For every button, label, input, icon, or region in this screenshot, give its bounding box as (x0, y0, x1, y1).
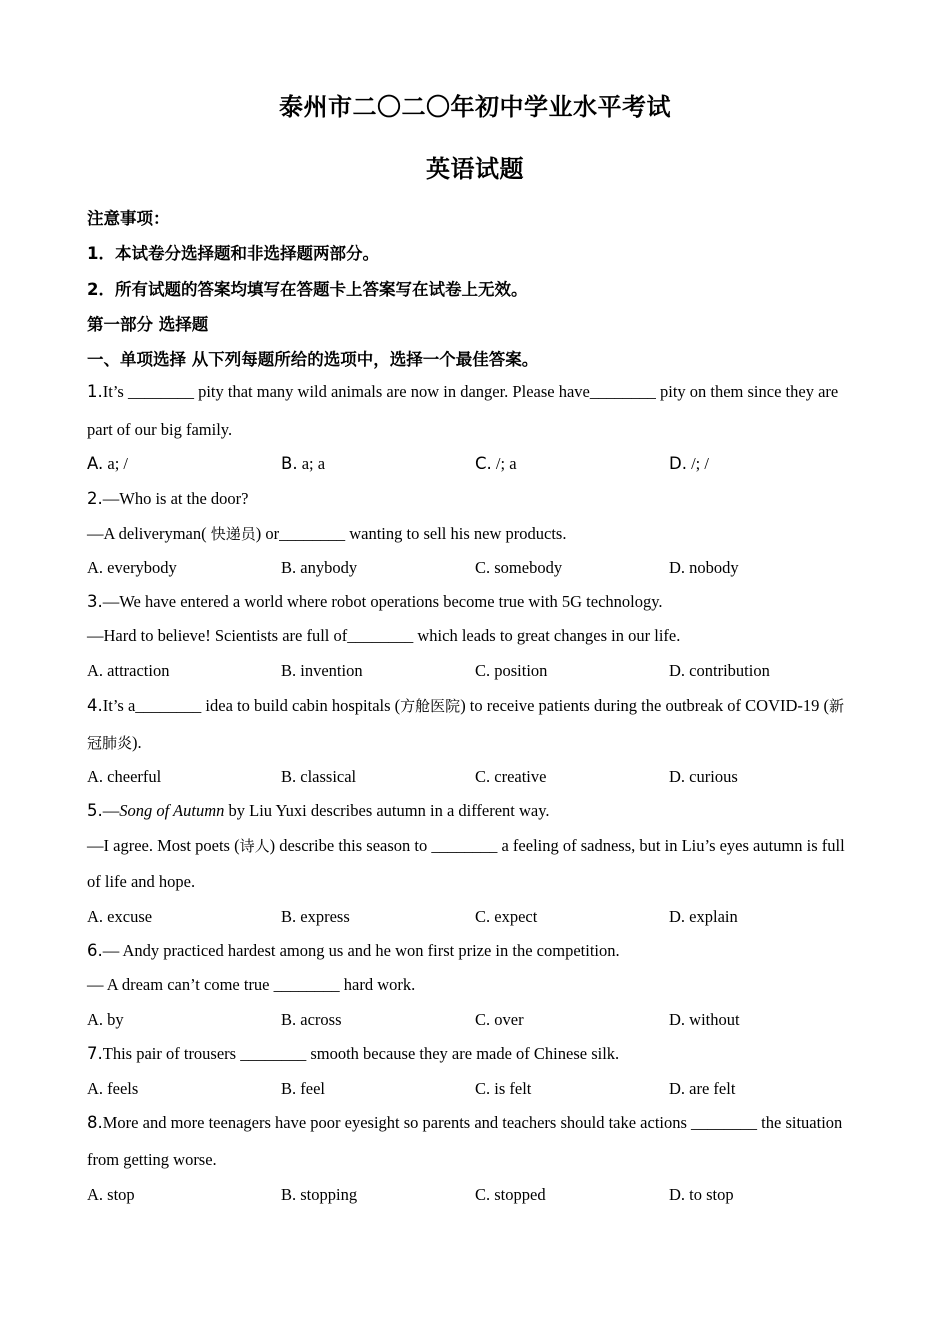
question-5-cont: —I agree. Most poets (诗人) describe this season to ________ a feeling of sadness, but in Liu’s eyes autumn is full (87, 836, 845, 855)
question-number: 5. (87, 801, 103, 820)
option-b: B. anybody (281, 558, 358, 577)
option-b: B. invention (281, 661, 363, 680)
option-a: A. attraction (87, 661, 170, 680)
option-b: B. a; a (281, 454, 326, 473)
question-text: —We have entered a world where robot operations become true with 5G technology. (102, 592, 663, 611)
option-c: C. somebody (475, 558, 563, 577)
question-2-cont: —A deliveryman( 快递员) or________ wanting to sell his new products. (87, 524, 567, 543)
option-a: A. by (87, 1010, 124, 1029)
notes-heading: 注意事项： (87, 209, 170, 228)
option-d: D. contribution (669, 661, 770, 680)
question-text: —Who is at the door? (102, 489, 249, 508)
part1-heading: 第一部分 选择题 (87, 315, 209, 334)
question-6 (87, 941, 867, 961)
question-4-options (87, 767, 867, 789)
option-d: D. without (669, 1010, 740, 1029)
question-5-cont2: of life and hope. (87, 872, 196, 891)
question-text: — Andy practiced hardest among us and he won first prize in the competition. (102, 941, 620, 960)
option-c: C. is felt (475, 1079, 532, 1098)
question-number: 4. (87, 696, 103, 715)
option-b: B. feel (281, 1079, 325, 1098)
question-text: This pair of trousers ________ smooth because they are made of Chinese silk. (102, 1044, 620, 1063)
option-c: C. position (475, 661, 548, 680)
question-1-cont: part of our big family. (87, 420, 233, 439)
option-d: D. to stop (669, 1185, 734, 1204)
question-3 (87, 592, 867, 612)
question-number: 2. (87, 489, 103, 508)
option-b: B. across (281, 1010, 342, 1029)
question-7 (87, 1044, 867, 1064)
option-c: C. stopped (475, 1185, 546, 1204)
note-1: 1．本试卷分选择题和非选择题两部分。 (87, 244, 379, 263)
question-2 (87, 489, 867, 509)
question-3-cont: —Hard to believe! Scientists are full of________ which leads to great changes in our life. (87, 626, 681, 645)
question-2-options (87, 558, 867, 580)
question-8 (87, 1113, 867, 1133)
question-number: 1. (87, 382, 103, 401)
exam-subtitle: 英语试题 (426, 155, 524, 183)
option-b: B. stopping (281, 1185, 358, 1204)
question-text: More and more teenagers have poor eyesight so parents and teachers should take actions ________ the situation (102, 1113, 843, 1132)
question-6-cont: — A dream can’t come true ________ hard work. (87, 975, 416, 994)
question-5: 5.—Song of Autumn by Liu Yuxi describes autumn in a different way. (87, 801, 550, 820)
option-a: A. a; / (87, 454, 128, 473)
question-1-options (87, 454, 867, 476)
question-text: It’s ________ pity that many wild animals are now in danger. Please have________ pity on them since they are (102, 382, 839, 401)
option-c: C. creative (475, 767, 547, 786)
option-a: A. excuse (87, 907, 153, 926)
question-8-cont: from getting worse. (87, 1150, 217, 1169)
question-4: 4.It’s a________ idea to build cabin hospitals (方舱医院) to receive patients during the outbreak of COVID-19 (新 (87, 696, 845, 715)
question-number: 6. (87, 941, 103, 960)
question-8-options (87, 1185, 867, 1207)
option-b: B. express (281, 907, 350, 926)
option-c: C. expect (475, 907, 538, 926)
exam-title: 泰州市二〇二〇年初中学业水平考试 (279, 93, 671, 121)
note-2: 2．所有试题的答案均填写在答题卡上答案写在试卷上无效。 (87, 280, 528, 299)
option-d: D. are felt (669, 1079, 736, 1098)
option-c: C. /; a (475, 454, 517, 473)
question-1 (87, 382, 867, 402)
option-d: D. nobody (669, 558, 739, 577)
section1-instruction: 一、单项选择 从下列每题所给的选项中，选择一个最佳答案。 (87, 350, 539, 369)
option-d: D. /; / (669, 454, 709, 473)
option-a: A. cheerful (87, 767, 162, 786)
option-a: A. stop (87, 1185, 135, 1204)
option-a: A. feels (87, 1079, 139, 1098)
question-3-options (87, 661, 867, 683)
question-number: 7. (87, 1044, 103, 1063)
question-4-cont: 冠肺炎). (87, 733, 142, 752)
question-number: 3. (87, 592, 103, 611)
option-d: D. explain (669, 907, 738, 926)
question-6-options (87, 1010, 867, 1032)
option-b: B. classical (281, 767, 357, 786)
question-5-options (87, 907, 867, 929)
option-c: C. over (475, 1010, 524, 1029)
question-7-options (87, 1079, 867, 1101)
option-d: D. curious (669, 767, 738, 786)
question-number: 8. (87, 1113, 103, 1132)
option-a: A. everybody (87, 558, 177, 577)
